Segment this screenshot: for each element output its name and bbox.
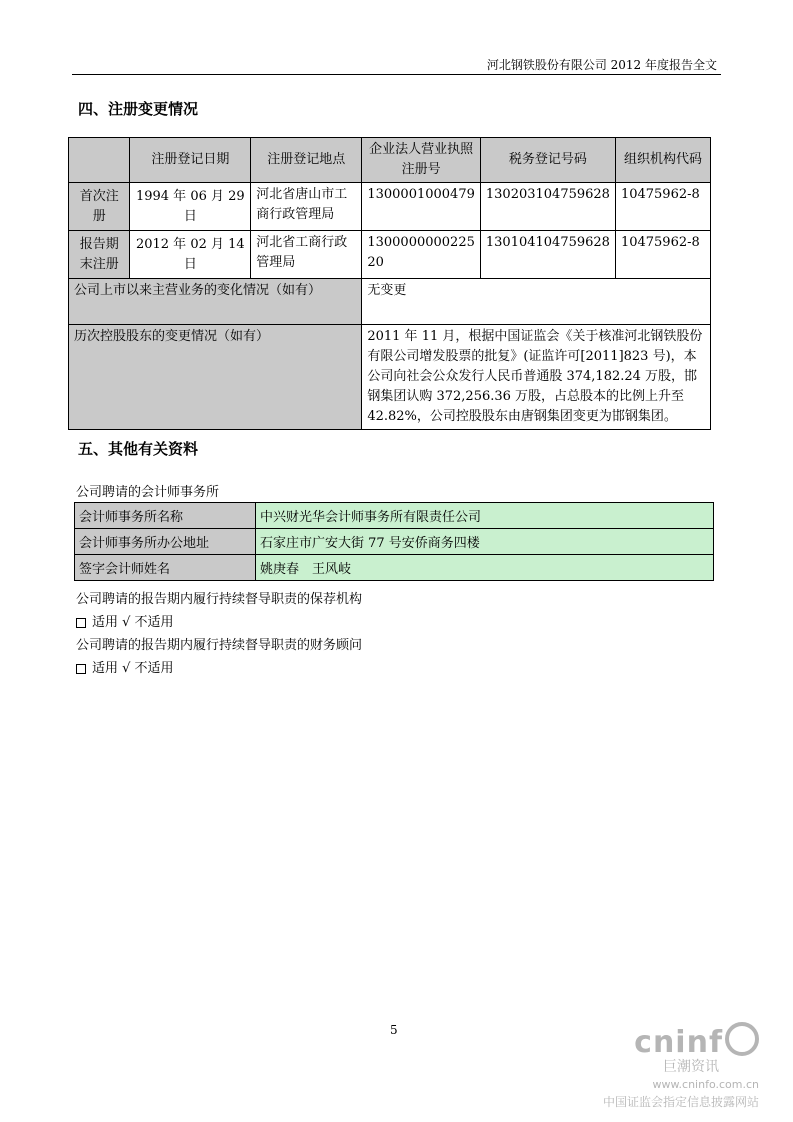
checkbox-icon bbox=[76, 664, 86, 674]
accountant-label: 签字会计师姓名 bbox=[75, 555, 256, 581]
accountant-label: 会计师事务所办公地址 bbox=[75, 529, 256, 555]
license-number: 1300001000479 bbox=[362, 183, 481, 231]
header-divider bbox=[72, 74, 721, 75]
org-code: 10475962-8 bbox=[615, 183, 710, 231]
page-number: 5 bbox=[390, 1023, 398, 1037]
registration-date: 2012 年 02 月 14 日 bbox=[130, 231, 251, 279]
holder-change-label: 历次控股股东的变更情况（如有） bbox=[69, 325, 362, 430]
sponsor-text: 公司聘请的报告期内履行持续督导职责的保荐机构 bbox=[76, 592, 363, 607]
table-header-date: 注册登记日期 bbox=[130, 138, 251, 183]
table-row bbox=[75, 503, 714, 529]
accountant-value: 石家庄市广安大街 77 号安侨商务四楼 bbox=[256, 529, 714, 555]
watermark-tagline: 中国证监会指定信息披露网站 bbox=[602, 1095, 759, 1109]
table-row bbox=[75, 555, 714, 581]
report-header-title: 河北钢铁股份有限公司 2012 年度报告全文 bbox=[486, 58, 717, 72]
row-label: 报告期末注册 bbox=[69, 231, 130, 279]
tax-number: 130104104759628 bbox=[480, 231, 615, 279]
org-code: 10475962-8 bbox=[615, 231, 710, 279]
cninfo-logo bbox=[559, 1022, 759, 1060]
logo-mark-icon bbox=[725, 1022, 759, 1056]
table-row bbox=[69, 279, 711, 325]
checkbox-icon bbox=[76, 618, 86, 628]
table-row bbox=[75, 529, 714, 555]
table-row bbox=[69, 231, 711, 279]
registration-place: 河北省工商行政管理局 bbox=[251, 231, 362, 279]
advisor-option: 适用 √ 不适用 bbox=[92, 661, 174, 676]
accountant-value: 中兴财光华会计师事务所有限责任公司 bbox=[256, 503, 714, 529]
table-header-place: 注册登记地点 bbox=[251, 138, 362, 183]
registration-change-table bbox=[68, 137, 711, 430]
table-header-license: 企业法人营业执照注册号 bbox=[362, 138, 481, 183]
tax-number: 130203104759628 bbox=[480, 183, 615, 231]
table-row bbox=[69, 183, 711, 231]
license-number: 130000000022520 bbox=[362, 231, 481, 279]
table-header-tax: 税务登记号码 bbox=[480, 138, 615, 183]
accountant-label: 会计师事务所名称 bbox=[75, 503, 256, 529]
table-header-empty bbox=[69, 138, 130, 183]
sponsor-option: 适用 √ 不适用 bbox=[92, 615, 174, 630]
accountant-table bbox=[74, 502, 714, 581]
holder-change-value: 2011 年 11 月，根据中国证监会《关于核准河北钢铁股份有限公司增发股票的批复》(证监许可[2011]823 号)，本公司向社会公众发行人民币普通股 374,182.24 万股，邯钢集团认购 372,256.36 万股，占总股本的比例上升至 42.82%，公司控股股东由唐钢集团变更为邯钢集团。 bbox=[362, 325, 711, 430]
business-change-label: 公司上市以来主营业务的变化情况（如有） bbox=[69, 279, 362, 325]
registration-date: 1994 年 06 月 29 日 bbox=[130, 183, 251, 231]
table-row bbox=[69, 325, 711, 430]
accountant-intro: 公司聘请的会计师事务所 bbox=[76, 485, 220, 500]
section5-heading: 五、其他有关资料 bbox=[78, 440, 199, 458]
advisor-option-line bbox=[76, 657, 174, 676]
row-label: 首次注册 bbox=[69, 183, 130, 231]
sponsor-option-line bbox=[76, 611, 174, 630]
table-header-org-code: 组织机构代码 bbox=[615, 138, 710, 183]
cninfo-watermark bbox=[559, 1022, 759, 1114]
business-change-value: 无变更 bbox=[362, 279, 711, 325]
section4-heading: 四、注册变更情况 bbox=[78, 100, 199, 118]
logo-text: cninf bbox=[634, 1025, 723, 1060]
accountant-value: 姚庚春 王风岐 bbox=[256, 555, 714, 581]
watermark-cn-name: 巨潮资讯 bbox=[663, 1059, 719, 1075]
registration-place: 河北省唐山市工商行政管理局 bbox=[251, 183, 362, 231]
advisor-text: 公司聘请的报告期内履行持续督导职责的财务顾问 bbox=[76, 638, 363, 653]
watermark-url: www.cninfo.com.cn bbox=[652, 1078, 759, 1091]
